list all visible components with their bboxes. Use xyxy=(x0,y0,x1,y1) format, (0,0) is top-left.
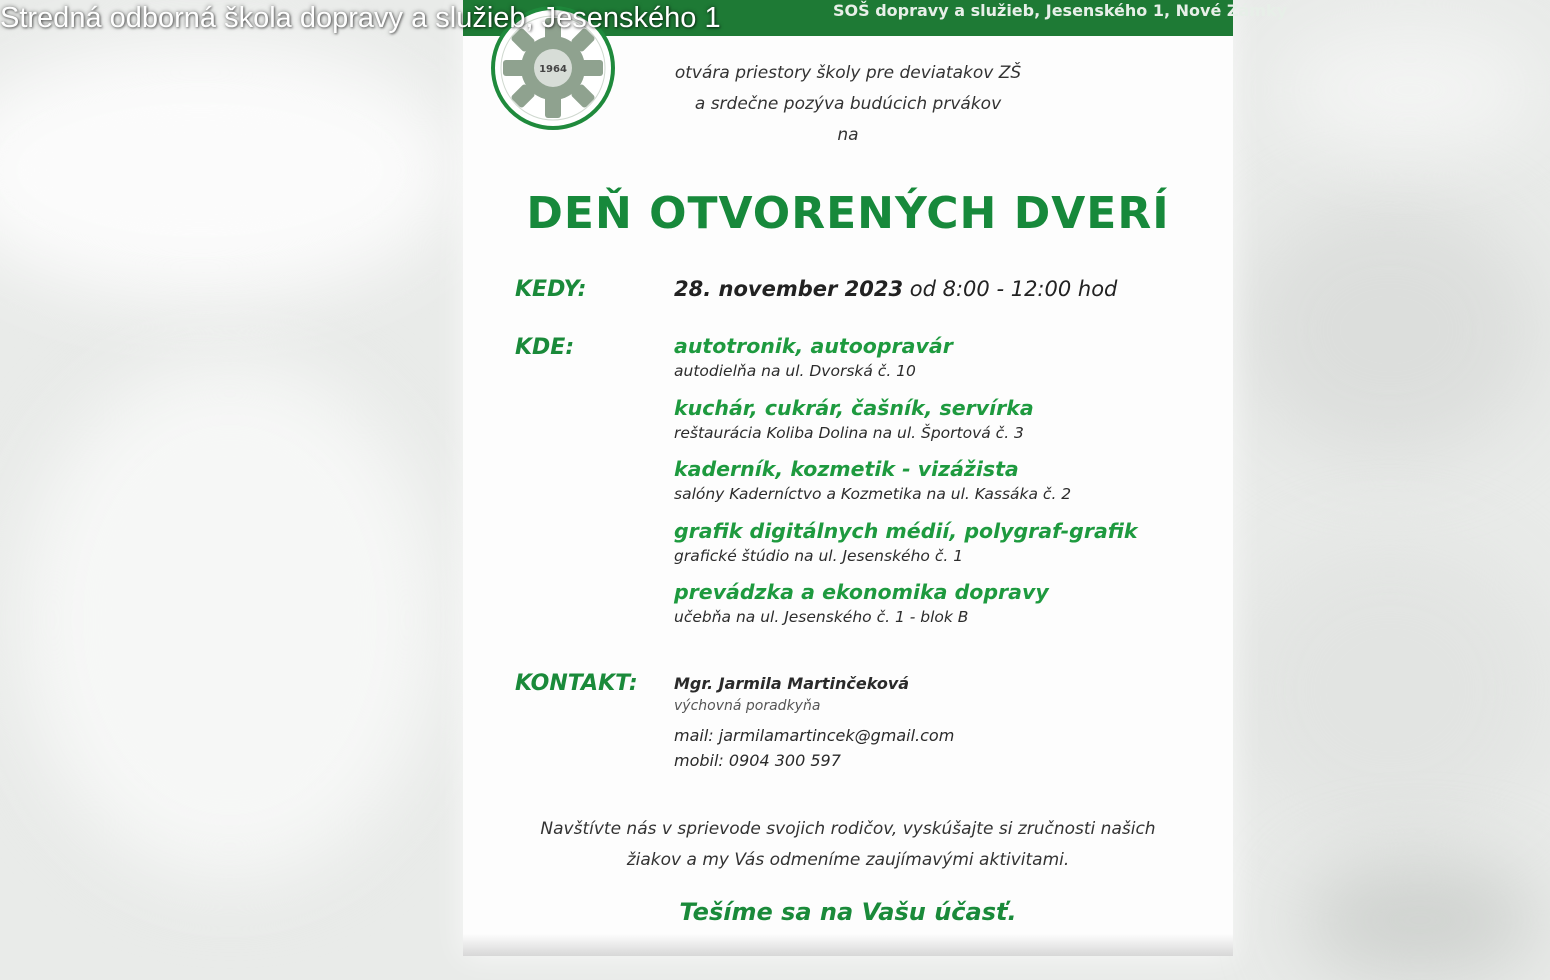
field-address: reštaurácia Koliba Dolina na ul. Športová č. 3 xyxy=(674,423,1024,442)
contact-role: výchovná poradkyňa xyxy=(674,698,821,714)
video-title[interactable]: Stredná odborná škola dopravy a služieb, Jesenského 1 xyxy=(0,2,721,34)
field-address: grafické štúdio na ul. Jesenského č. 1 xyxy=(674,546,964,565)
when-label: KEDY: xyxy=(515,277,587,302)
bottom-shade xyxy=(463,934,1233,956)
school-address-header: SOŠ dopravy a služieb, Jesenského 1, Nové Zámky xyxy=(833,1,1288,20)
intro-line: a srdečne pozýva budúcich prvákov xyxy=(694,94,1002,114)
field-name: grafik digitálnych médií, polygraf-grafik xyxy=(674,518,1138,543)
contact-name: Mgr. Jarmila Martinčeková xyxy=(674,674,910,693)
logo-year: 1964 xyxy=(539,64,567,75)
blur-blob xyxy=(1280,30,1540,150)
thanks-text: Tešíme sa na Vašu účasť. xyxy=(679,898,1017,926)
blur-blob xyxy=(0,40,460,300)
intro-line: otvára priestory školy pre deviatakov ZŠ xyxy=(674,63,1022,83)
field-address: učebňa na ul. Jesenského č. 1 - blok B xyxy=(674,608,969,626)
blur-blob xyxy=(20,360,440,880)
intro-text xyxy=(643,58,1053,151)
location-item xyxy=(674,580,1214,642)
location-item xyxy=(674,334,1214,396)
field-name: autotronik, autoopravár xyxy=(674,334,953,358)
event-date: 28. november 2023 xyxy=(674,277,904,301)
open-day-poster xyxy=(463,0,1288,956)
location-item xyxy=(674,396,1214,458)
closing-text xyxy=(503,814,1193,876)
closing-line: žiakov a my Vás odmeníme zaujímavými aktivitami. xyxy=(626,850,1070,870)
field-address: autodielňa na ul. Dvorská č. 10 xyxy=(674,362,916,380)
contact-block xyxy=(674,674,954,770)
location-item xyxy=(674,457,1214,519)
blur-blob xyxy=(1230,540,1550,840)
event-time: od 8:00 - 12:00 hod xyxy=(903,277,1118,301)
field-name: kuchár, cukrár, čašník, servírka xyxy=(674,395,1034,420)
locations-list xyxy=(674,334,1214,642)
contact-label: KONTAKT: xyxy=(515,671,638,696)
where-label: KDE: xyxy=(515,335,575,360)
blur-blob xyxy=(1300,860,1540,980)
field-name: prevádzka a ekonomika dopravy xyxy=(674,580,1049,604)
location-item xyxy=(674,519,1214,581)
event-headline: DEŇ OTVORENÝCH DVERÍ xyxy=(526,188,1170,239)
closing-line: Navštívte nás v sprievode svojich rodičov, vyskúšajte si zručnosti našich xyxy=(540,819,1156,839)
intro-line: na xyxy=(837,125,859,145)
blur-blob xyxy=(1240,200,1540,460)
field-name: kaderník, kozmetik - vizážista xyxy=(674,457,1019,481)
field-address: salóny Kaderníctvo a Kozmetika na ul. Kassáka č. 2 xyxy=(674,485,1072,503)
contact-phone: mobil: 0904 300 597 xyxy=(674,751,841,770)
contact-email: mail: jarmilamartincek@gmail.com xyxy=(674,726,955,745)
event-datetime xyxy=(674,277,1117,301)
